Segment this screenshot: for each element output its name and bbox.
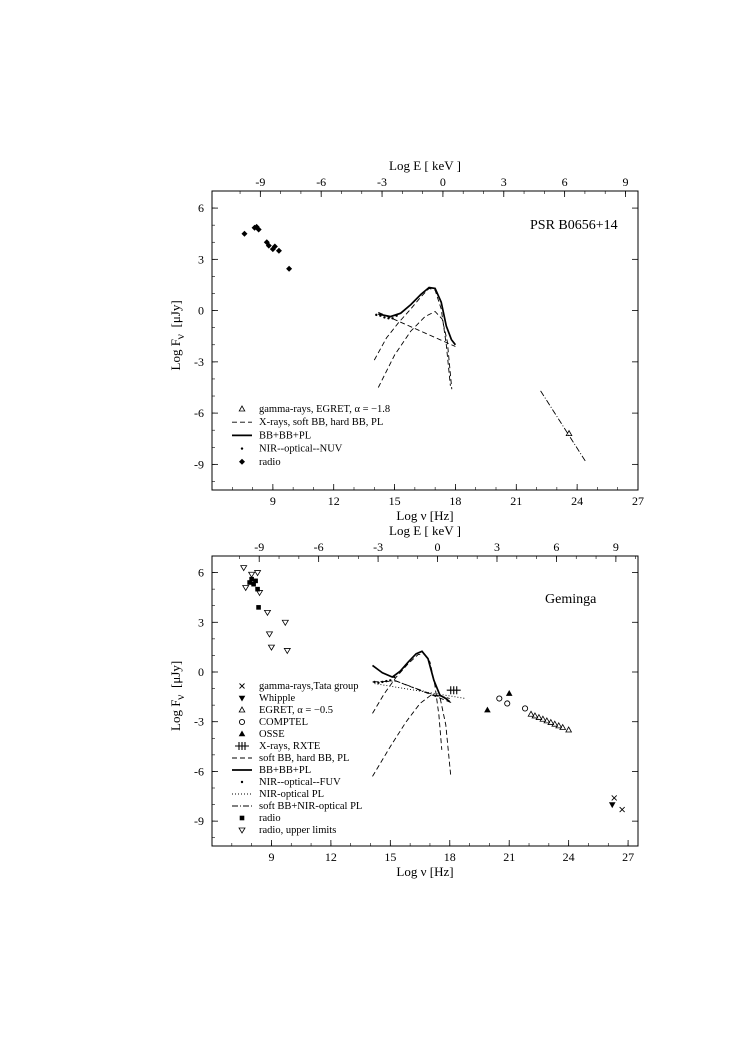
x2-tick-label: 3 <box>500 175 507 189</box>
legend-entry <box>239 693 296 704</box>
x2-axis-title: Log E [ keV ] <box>389 523 461 538</box>
series-x-rays-rxte <box>447 686 461 694</box>
legend-label: X-rays, RXTE <box>259 741 321 752</box>
point-radio <box>256 605 261 610</box>
y-tick-label: -9 <box>194 457 204 472</box>
x-tick-label: 18 <box>443 850 456 864</box>
legend-label: gamma-rays, EGRET, α = −1.8 <box>259 404 391 415</box>
legend-label: NIR-optical PL <box>259 789 325 800</box>
series-egret <box>528 711 571 732</box>
legend-label: NIR--optical--NUV <box>259 443 343 455</box>
curve-egret-pl <box>541 391 586 461</box>
series-hard-bb <box>378 312 452 390</box>
point-egret <box>566 727 572 732</box>
legend <box>232 681 362 836</box>
legend-swatch-marker <box>239 406 245 411</box>
y-tick-label: -6 <box>194 764 204 779</box>
x-tick-label: 24 <box>571 494 584 508</box>
curve-hard-bb <box>378 312 452 390</box>
y-tick-label: -3 <box>194 354 204 369</box>
y-axis-title-sub: ν <box>173 334 187 340</box>
x-tick-label: 27 <box>632 494 644 508</box>
legend-swatch-marker <box>240 684 245 689</box>
series-egret-pl <box>541 391 586 461</box>
x-tick-label: 9 <box>269 494 276 508</box>
x-tick-label: 12 <box>324 850 337 864</box>
point-radio-upper-limits <box>284 648 290 653</box>
legend-swatch-marker <box>239 696 246 702</box>
legend <box>232 404 390 468</box>
legend-entry <box>232 417 383 428</box>
series-radio <box>247 577 261 610</box>
x2-axis-title: Log E [ keV ] <box>389 158 461 173</box>
point-radio <box>253 579 258 584</box>
point-egret <box>528 711 534 716</box>
point-gamma-rays-tata-group <box>620 807 625 812</box>
point-nir-optical-nuv <box>375 314 377 316</box>
x-tick-label: 21 <box>510 494 523 508</box>
y-axis-title <box>168 661 187 731</box>
y-axis-title-main: Log F <box>168 699 183 731</box>
legend-label: soft BB+NIR-optical PL <box>259 801 363 812</box>
point-radio <box>241 231 247 237</box>
point-radio-upper-limits <box>266 632 272 637</box>
legend-swatch-marker <box>239 707 245 712</box>
point-comptel <box>497 696 502 701</box>
point-radio <box>286 266 292 272</box>
x-tick-label: 21 <box>503 850 516 864</box>
series-bb-bb-pl <box>378 288 455 345</box>
series-bb-bb-pl <box>373 651 450 702</box>
x2-tick-label: 9 <box>622 175 629 189</box>
curve-bb-bb-pl <box>373 651 450 702</box>
x2-tick-label: 6 <box>561 175 568 189</box>
legend-entry <box>232 753 349 764</box>
y-tick-label: -6 <box>194 406 204 421</box>
point-osse <box>506 690 513 696</box>
x2-tick-label: 3 <box>493 540 500 554</box>
x2-tick-label: -6 <box>316 175 327 189</box>
x2-tick-label: -6 <box>313 540 324 554</box>
x-tick-label: 27 <box>622 850 635 864</box>
legend-entry <box>239 404 390 415</box>
x2-tick-label: 0 <box>434 540 441 554</box>
point-radio-upper-limits <box>241 566 247 571</box>
y-axis-title-main: Log F <box>168 339 183 371</box>
panel-1 <box>168 158 644 523</box>
curve-nir-optical-pl <box>375 684 466 699</box>
legend-label: X-rays, soft BB, hard BB, PL <box>259 417 384 429</box>
x2-tick-label: -3 <box>377 175 388 189</box>
legend-entry <box>232 789 324 800</box>
x2-tick-label: 6 <box>553 540 560 554</box>
x2-tick-label: -3 <box>373 540 384 554</box>
legend-label: OSSE <box>259 729 285 740</box>
y-axis-title-unit: [μJy] <box>168 660 183 688</box>
legend-label: EGRET, α = −0.5 <box>259 705 334 716</box>
legend-entry <box>239 705 333 716</box>
point-x-rays-rxte <box>447 686 461 694</box>
legend-label: radio <box>259 456 281 468</box>
point-radio-upper-limits <box>243 585 249 590</box>
point-radio-upper-limits <box>249 572 255 577</box>
legend-label: gamma-rays,Tata group <box>259 681 359 692</box>
legend-swatch-marker <box>239 719 244 724</box>
y-axis-title-unit: [μJy] <box>168 300 183 328</box>
chart-title: PSR B0656+14 <box>530 218 618 233</box>
y-tick-label: -3 <box>194 714 204 729</box>
point-radio <box>276 248 282 254</box>
x-axis-title: Log ν [Hz] <box>396 508 454 523</box>
point-comptel <box>505 701 510 706</box>
legend-entry <box>232 430 311 441</box>
legend-label: COMPTEL <box>259 717 309 728</box>
y-tick-label: 3 <box>198 615 204 630</box>
point-radio-upper-limits <box>255 571 261 576</box>
x2-tick-label: -9 <box>255 175 266 189</box>
legend-swatch-marker <box>239 459 245 465</box>
y-tick-label: 3 <box>198 252 204 267</box>
panel-2 <box>168 523 638 879</box>
point-nir-optical-fuv <box>381 681 383 683</box>
legend-entry <box>235 741 320 752</box>
curve-bb-bb-pl <box>378 288 455 345</box>
point-nir-optical-fuv <box>389 679 391 681</box>
series-hard-bb <box>373 694 451 776</box>
series-radio-upper-limits <box>241 566 291 654</box>
legend-label: NIR--optical--FUV <box>259 777 341 788</box>
point-radio-upper-limits <box>282 620 288 625</box>
x-tick-label: 15 <box>388 494 401 508</box>
chart-title: Geminga <box>545 592 597 607</box>
point-nir-optical-nuv <box>383 316 385 318</box>
legend-swatch-marker <box>239 828 245 833</box>
x-tick-label: 24 <box>562 850 575 864</box>
legend-swatch-marker <box>241 447 243 449</box>
legend-swatch-marker <box>235 742 249 750</box>
legend-label: soft BB, hard BB, PL <box>259 753 350 764</box>
x-tick-label: 12 <box>327 494 340 508</box>
x-axis-title: Log ν [Hz] <box>396 864 454 879</box>
y-axis-title-sub: ν <box>173 694 187 700</box>
legend-entry <box>232 801 362 812</box>
y-tick-label: -9 <box>194 814 204 829</box>
legend-swatch-marker <box>240 816 245 821</box>
x-tick-label: 15 <box>384 850 397 864</box>
y-tick-label: 6 <box>198 201 204 216</box>
x2-tick-label: 0 <box>439 175 446 189</box>
legend-entry <box>232 765 311 776</box>
legend-swatch-marker <box>241 781 243 783</box>
y-tick-label: 0 <box>198 303 204 318</box>
point-comptel <box>522 706 527 711</box>
x-tick-label: 18 <box>449 494 462 508</box>
y-tick-label: 0 <box>198 665 204 679</box>
legend-entry <box>239 825 336 836</box>
y-tick-label: 6 <box>198 565 204 580</box>
legend-entry <box>240 813 281 824</box>
legend-label: BB+BB+PL <box>259 430 312 442</box>
legend-swatch-marker <box>239 731 246 737</box>
point-radio-upper-limits <box>264 610 270 615</box>
legend-label: Whipple <box>259 693 296 704</box>
legend-label: radio <box>259 813 281 824</box>
series-radio <box>241 224 292 272</box>
y-axis-title <box>168 300 187 370</box>
series-whipple <box>609 802 616 808</box>
x-tick-label: 9 <box>268 850 275 864</box>
legend-entry <box>239 729 285 740</box>
legend-label: radio, upper limits <box>259 825 337 836</box>
legend-entry <box>239 457 281 468</box>
series-comptel <box>497 696 528 711</box>
x2-tick-label: 9 <box>612 540 619 554</box>
point-osse <box>484 707 491 713</box>
legend-entry <box>239 717 308 728</box>
series-nir-optical-pl <box>375 684 466 699</box>
point-whipple <box>609 802 616 808</box>
legend-entry <box>241 777 341 788</box>
point-gamma-rays-tata-group <box>612 795 617 800</box>
legend-entry <box>240 681 359 692</box>
x2-tick-label: -9 <box>254 540 265 554</box>
point-radio-upper-limits <box>268 645 274 650</box>
curve-hard-bb <box>373 694 451 776</box>
legend-entry <box>241 444 343 455</box>
legend-label: BB+BB+PL <box>259 765 312 776</box>
